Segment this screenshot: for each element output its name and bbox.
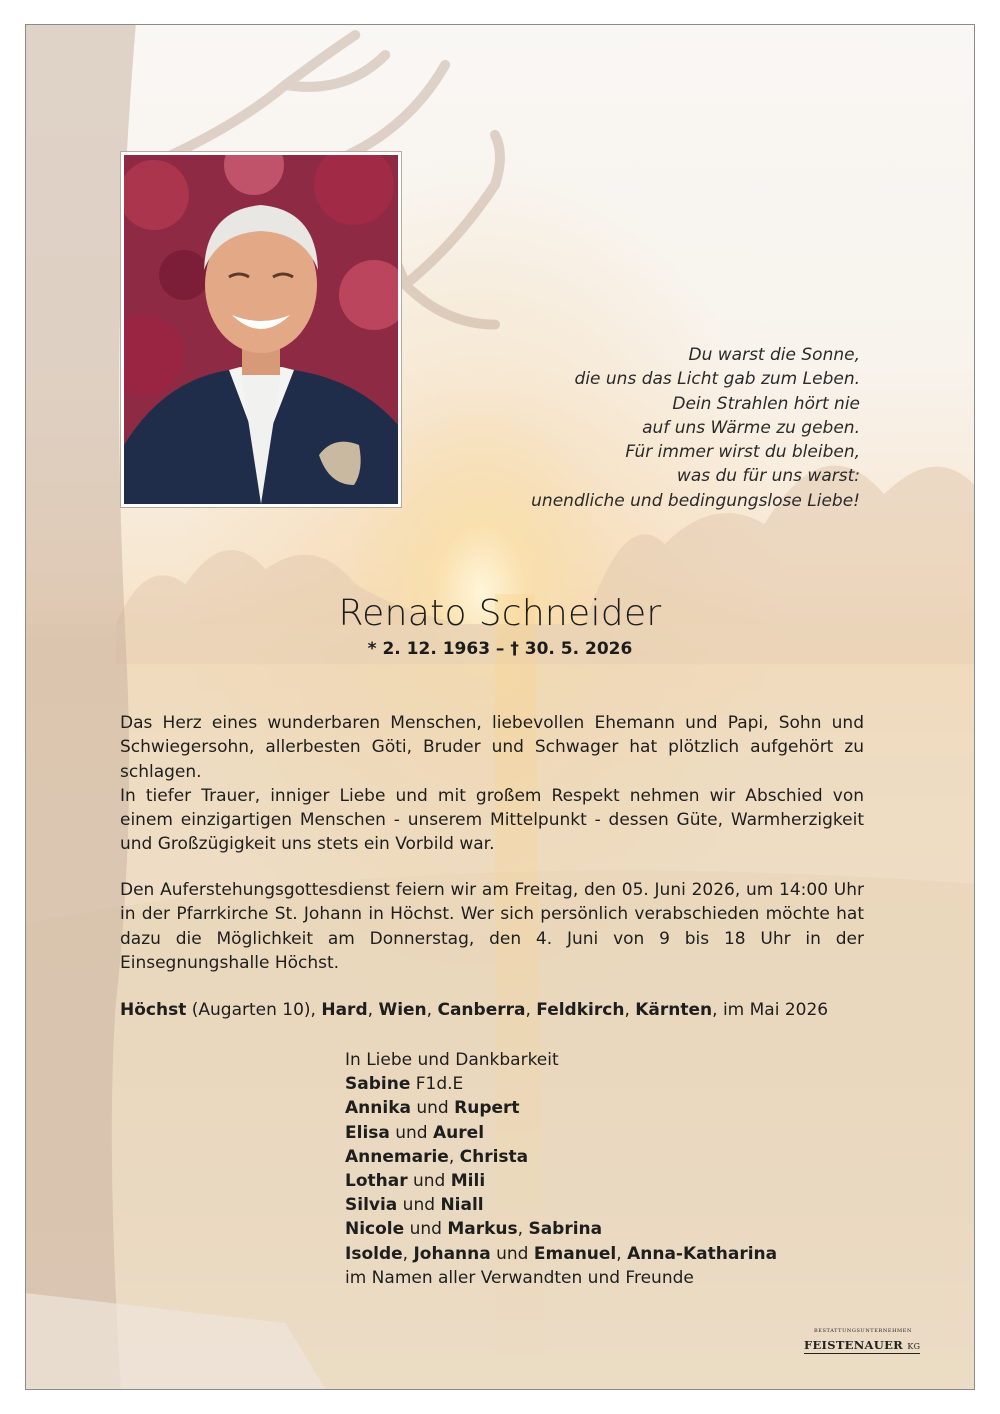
mourner: Niall (440, 1195, 484, 1216)
date-suffix: , im Mai 2026 (712, 1000, 829, 1020)
card-frame (25, 24, 975, 1390)
mourner-line (345, 1072, 777, 1096)
conjunction: und (490, 1243, 534, 1264)
conjunction: und (407, 1171, 451, 1192)
separator: , (517, 1219, 529, 1240)
logo-name: FEISTENAUER (804, 1338, 904, 1352)
service-paragraph: Den Auferstehungsgottesdienst feiern wir am Freitag, den 05. Juni 2026, um 14:00 Uhr in der Pfarrkirche St. Johann in Höchst. Wer sich persönlich verabschieden möchte hat dazu die Möglichkeit am Donnerstag, den 4. Juni von 9 bis 18 Uhr in der Einsegnungshalle Höchst. (120, 880, 864, 973)
mourner: Sabrina (528, 1219, 603, 1240)
mourner: Silvia (345, 1195, 398, 1216)
logo-subtitle: BESTATTUNGSUNTERNEHMEN (814, 1328, 912, 1334)
obituary-text: In tiefer Trauer, inniger Liebe und mit großem Respekt nehmen wir Abschied von einem einzigartigen Menschen - unserem Mittelpunkt - dessen Güte, Warmherzigkeit und Großzügigkeit uns stets ein Vorbild war. (120, 785, 864, 855)
separator: , (525, 1000, 537, 1020)
conjunction: und (410, 1098, 455, 1119)
separator: , (402, 1243, 414, 1264)
mourner: Elisa (345, 1122, 390, 1143)
mourner-line (345, 1121, 777, 1145)
separator: , (367, 1000, 379, 1020)
mourner-line (345, 1169, 777, 1193)
obituary-paragraph (120, 711, 864, 857)
mourner: Isolde (345, 1243, 403, 1264)
separator: , (426, 1000, 438, 1020)
conjunction: und (389, 1122, 434, 1143)
poem (440, 343, 860, 513)
poem-line: die uns das Licht gab zum Leben. (574, 369, 860, 390)
mourner-line (345, 1242, 777, 1266)
poem-line: auf uns Wärme zu geben. (642, 417, 860, 438)
mourners-list (345, 1048, 777, 1290)
deceased-name: Renato Schneider (338, 593, 662, 634)
place: Feldkirch (536, 1000, 625, 1020)
mourner: Sabine (345, 1074, 411, 1095)
mourner-line (345, 1193, 777, 1217)
mourners-outro: im Namen aller Verwandten und Freunde (345, 1267, 694, 1288)
poem-line: Für immer wirst du bleiben, (625, 442, 860, 463)
place: Canberra (437, 1000, 526, 1020)
mourner: Emanuel (533, 1243, 617, 1264)
separator: , (624, 1000, 636, 1020)
place: Höchst (120, 1000, 187, 1020)
mourner: Markus (447, 1219, 518, 1240)
place: Hard (321, 1000, 368, 1020)
mourner: Aurel (433, 1122, 485, 1143)
poem-line: unendliche und bedingungslose Liebe! (531, 490, 860, 511)
life-dates: * 2. 12. 1963 – † 30. 5. 2026 (367, 639, 633, 659)
poem-line: Dein Strahlen hört nie (672, 393, 860, 414)
conjunction: und (404, 1219, 448, 1240)
address: (Augarten 10), (186, 1000, 322, 1020)
mourner: Christa (459, 1146, 529, 1167)
separator: , (448, 1146, 460, 1167)
separator: , (616, 1243, 628, 1264)
funeral-home-logo (804, 1328, 924, 1354)
mourner: Rupert (454, 1098, 520, 1119)
mourner: Annika (345, 1098, 411, 1119)
poem-line: Du warst die Sonne, (688, 345, 860, 365)
mourner: Lothar (345, 1171, 408, 1192)
poem-line: was du für uns warst: (676, 466, 860, 487)
mourner-line (345, 1145, 777, 1169)
mourner: Johanna (413, 1243, 491, 1264)
mourner: Anna-Katharina (627, 1243, 778, 1264)
logo-kg: KG (907, 1342, 921, 1351)
mourner: Mili (450, 1171, 486, 1192)
obituary-text: Das Herz eines wunderbaren Menschen, liebevollen Ehemann und Papi, Sohn und Schwiegersohn, allerbesten Göti, Bruder und Schwager hat plötzlich aufgehört zu schlagen. (120, 713, 864, 782)
place: Kärnten (635, 1000, 713, 1020)
mourners-intro: In Liebe und Dankbarkeit (345, 1050, 559, 1070)
portrait-photo (120, 151, 402, 508)
places-line (120, 1000, 828, 1020)
mourner: Nicole (345, 1219, 405, 1240)
mourner-line (345, 1096, 777, 1120)
mourner-suffix: F1d.E (410, 1074, 464, 1095)
place: Wien (378, 1000, 427, 1020)
mourner-line (345, 1217, 777, 1241)
conjunction: und (397, 1195, 441, 1216)
mourner: Annemarie (345, 1146, 449, 1167)
